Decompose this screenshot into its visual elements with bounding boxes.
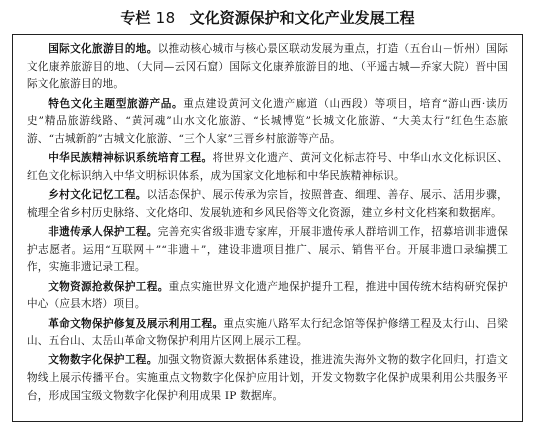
section-relic-rescue [27, 279, 508, 314]
column-box [12, 34, 523, 422]
section-title: 特色文化主题型旅游产品。 [48, 97, 184, 110]
section-body: 将世界文化遗产、黄河文化标志符号、中华山水文化标识区、红色文化标识纳入中华文明标识体系，成为国家文化地标和中华民族精神标识。 [27, 152, 508, 182]
column-heading [0, 4, 535, 30]
section-title: 中华民族精神标识系统培育工程。 [48, 152, 213, 165]
section-themed-tourism-products [27, 96, 508, 149]
section-title: 乡村文化记忆工程。 [48, 189, 147, 202]
column-index: 18 [155, 8, 176, 27]
section-body: 完善充实省级非遗专家库，开展非遗传承人群培训工作，招募培训非遗保护志愿者。运用“互联网＋”“非遗＋”，建设非遗项目推广、展示、销售平台。开展非遗口录编撰工作，实施非遗记录工程。 [27, 226, 508, 274]
section-title: 革命文物保护修复及展示利用工程。 [48, 317, 224, 330]
section-title: 文物资源抢救保护工程。 [48, 280, 169, 293]
section-digital-relics [27, 352, 508, 405]
column-number [120, 7, 175, 28]
column-label: 专栏 [120, 8, 151, 27]
section-title: 文物数字化保护工程。 [48, 354, 158, 367]
section-title: 国际文化旅游目的地。 [48, 43, 158, 55]
section-international-destination [27, 41, 508, 94]
section-body: 加强文物资源大数据体系建设，推进流失海外文物的数字化回归，打造文物线上展示传播平台。实施重点文物数字化保护应用计划，开发文物数字化保护成果利用公共服务平台，形成国宝级文物数字化保护利用成果 IP 数据库。 [27, 354, 508, 402]
column-title: 文化资源保护和文化产业发展工程 [189, 8, 415, 27]
section-body: 以推动核心城市与核心景区联动发展为重点，打造（五台山－忻州）国际文化康养旅游目的地、（大同—云冈石窟）国际文化康养旅游目的地、（平遥古城—乔家大院）晋中国际文化旅游目的地。 [27, 43, 508, 91]
section-spiritual-identity [27, 150, 508, 185]
section-body: 重点实施世界文化遗产地保护提升工程，推进中国传统木结构研究保护中心（应县木塔）项目。 [27, 280, 508, 311]
section-body: 重点实施八路军太行纪念馆等保护修缮工程及太行山、吕梁山、五台山、太岳山革命文物保护利用片区网上展示工程。 [27, 317, 509, 348]
section-revolutionary-relics [27, 316, 508, 351]
section-body: 以活态保护、展示传承为宗旨，按照普查、细理、善存、展示、活用步骤，梳理全省乡村历史脉络、文化烙印、发展轨迹和乡风民俗等文化资源，建立乡村文化档案和数据库。 [27, 189, 508, 219]
section-title: 非遗传承人保护工程。 [48, 226, 158, 239]
section-rural-memory [27, 187, 508, 222]
section-heritage-inheritors [27, 224, 508, 277]
section-body: 重点建设黄河文化遗产廊道（山西段）等项目，培育“游山西·读历史”精品旅游线路、“黄河魂”山水文化旅游、“长城博览”长城文化旅游、“大美太行”红色生态旅游、“古城新韵”古城文化旅游、“三个人家”三晋乡村旅游等产品。 [27, 97, 509, 146]
